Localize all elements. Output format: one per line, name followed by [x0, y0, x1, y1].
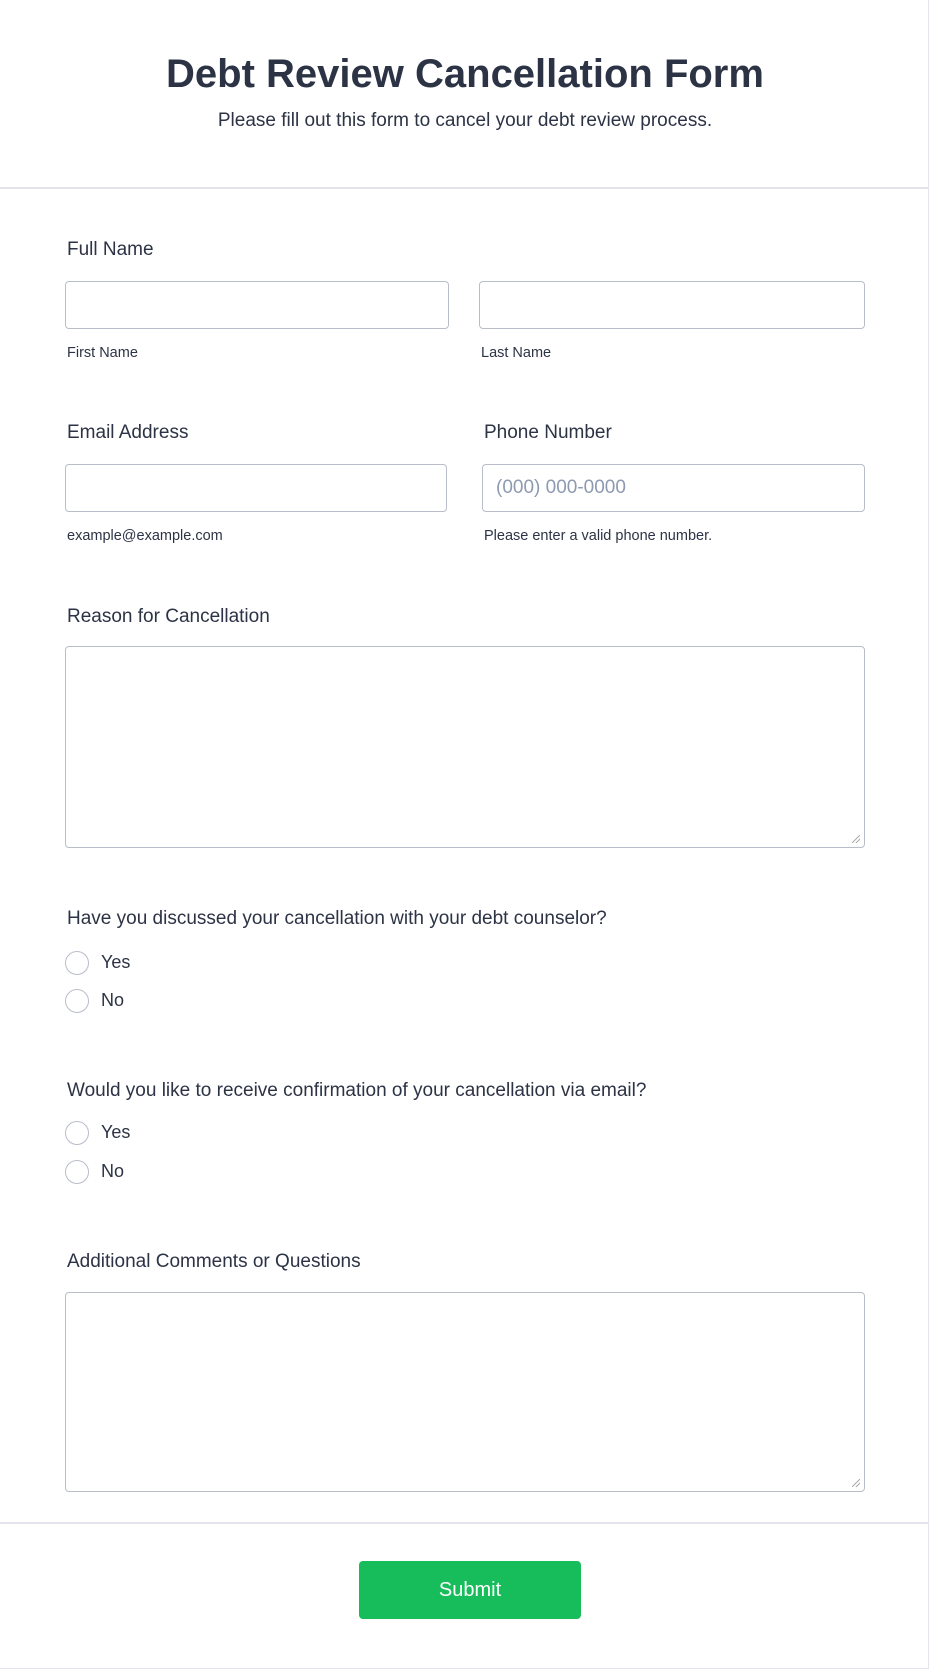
- phone-field[interactable]: [482, 464, 865, 512]
- phone-label: Phone Number: [484, 422, 612, 443]
- email-sublabel: example@example.com: [67, 528, 223, 544]
- discussed-no-radio[interactable]: [65, 989, 89, 1013]
- phone-input[interactable]: [483, 465, 864, 511]
- submit-button[interactable]: Submit: [359, 1561, 581, 1619]
- email-field[interactable]: [65, 464, 447, 512]
- last-name-field[interactable]: [479, 281, 865, 329]
- first-name-field[interactable]: [65, 281, 449, 329]
- reason-label: Reason for Cancellation: [67, 606, 270, 627]
- resize-handle-icon[interactable]: [852, 835, 860, 843]
- confirmation-yes-label[interactable]: Yes: [101, 1122, 131, 1142]
- comments-textarea[interactable]: [65, 1292, 865, 1492]
- first-name-input[interactable]: [66, 282, 448, 328]
- reason-input[interactable]: [66, 647, 868, 851]
- confirmation-question-label: Would you like to receive confirmation of your cancellation via email?: [67, 1080, 647, 1101]
- form-title: Debt Review Cancellation Form: [166, 52, 764, 96]
- comments-input[interactable]: [66, 1293, 868, 1495]
- email-label: Email Address: [67, 422, 189, 443]
- discussed-question-label: Have you discussed your cancellation with your debt counselor?: [67, 908, 607, 929]
- footer-divider: [0, 1522, 929, 1524]
- phone-sublabel: Please enter a valid phone number.: [484, 528, 713, 544]
- confirmation-no-label[interactable]: No: [101, 1161, 125, 1181]
- discussed-yes-label[interactable]: Yes: [101, 952, 131, 972]
- form-subtitle: Please fill out this form to cancel your debt review process.: [217, 110, 713, 131]
- full-name-label: Full Name: [67, 239, 154, 260]
- header-divider: [0, 187, 929, 189]
- resize-handle-icon[interactable]: [852, 1479, 860, 1487]
- confirmation-no-radio[interactable]: [65, 1160, 89, 1184]
- discussed-no-label[interactable]: No: [101, 990, 125, 1010]
- confirmation-yes-radio[interactable]: [65, 1121, 89, 1145]
- comments-label: Additional Comments or Questions: [67, 1251, 361, 1272]
- reason-textarea[interactable]: [65, 646, 865, 848]
- last-name-sublabel: Last Name: [481, 345, 552, 361]
- last-name-input[interactable]: [480, 282, 864, 328]
- discussed-yes-radio[interactable]: [65, 951, 89, 975]
- first-name-sublabel: First Name: [67, 345, 138, 361]
- email-input[interactable]: [66, 465, 446, 511]
